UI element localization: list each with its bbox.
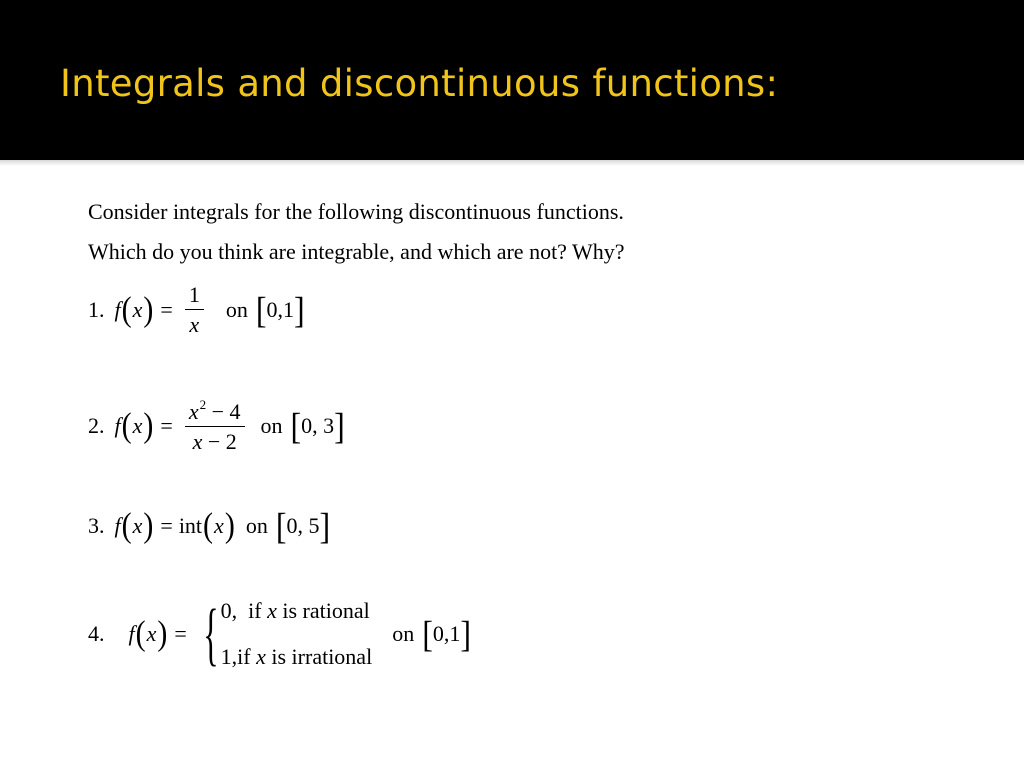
equals-sign: = [160, 296, 173, 322]
int-arg: x [214, 513, 224, 538]
function-name: f [128, 621, 135, 646]
denominator-rest: − 2 [202, 429, 237, 455]
case-condition: is irrational [271, 644, 373, 669]
fraction [185, 282, 204, 338]
case-var: x [267, 598, 277, 623]
function-arg: x [132, 513, 143, 538]
open-paren: ( [135, 614, 146, 653]
numerator-var: x [188, 399, 199, 424]
close-bracket: ] [334, 405, 345, 447]
close-bracket: ] [293, 289, 305, 331]
numerator-exponent: 2 [199, 397, 207, 412]
denominator: x [189, 312, 200, 338]
open-paren: ( [121, 290, 132, 329]
function-name: f [114, 513, 121, 538]
problem-3 [88, 505, 331, 547]
interval: 0,1 [266, 296, 294, 322]
fraction [185, 398, 245, 455]
on-label: on [260, 413, 283, 439]
close-paren: ) [143, 506, 154, 545]
denominator-var: x [192, 429, 203, 455]
open-bracket: [ [255, 289, 267, 331]
on-label: on [392, 621, 415, 646]
open-bracket: [ [275, 505, 287, 547]
function-arg: x [146, 621, 157, 646]
open-bracket: [ [290, 405, 302, 447]
function-arg: x [132, 413, 143, 439]
close-bracket: ] [460, 613, 471, 655]
case-condition: is rational [282, 598, 370, 623]
slide-title: Integrals and discontinuous functions: [60, 62, 779, 105]
close-paren: ) [143, 406, 154, 445]
numerator [185, 398, 245, 427]
case-value: 1, [220, 644, 238, 669]
function-name: f [114, 296, 121, 322]
interval: 0, 3 [301, 413, 335, 439]
equals-sign: = [160, 413, 173, 439]
equals-sign: = [174, 621, 187, 646]
problem-number: 4. [88, 621, 105, 646]
case-irrational [221, 644, 373, 670]
piecewise-cases [197, 594, 373, 673]
intro-line-2: Which do you think are integrable, and which are not? Why? [88, 239, 625, 264]
case-rows [221, 598, 373, 670]
left-brace: { [203, 594, 219, 673]
close-paren: ) [143, 290, 154, 329]
denominator [189, 427, 241, 454]
on-label: on [245, 513, 268, 538]
case-var: x [256, 644, 266, 669]
interval: 0, 5 [286, 513, 320, 538]
close-bracket: ] [319, 505, 331, 547]
problem-4 [88, 594, 471, 673]
function-name: f [114, 413, 121, 439]
close-paren: ) [157, 614, 168, 653]
case-if: if [248, 598, 262, 623]
problem-1 [88, 282, 305, 338]
equals-sign: = [160, 513, 173, 538]
int-function: int [178, 513, 203, 538]
on-label: on [225, 296, 248, 322]
numerator: 1 [185, 282, 204, 310]
problem-2 [88, 398, 345, 455]
problem-number: 2. [88, 413, 105, 439]
case-if: if [237, 644, 251, 669]
title-divider [0, 160, 1024, 166]
open-bracket: [ [422, 613, 433, 655]
open-paren: ( [203, 506, 214, 545]
problem-number: 1. [88, 296, 105, 322]
open-paren: ( [121, 506, 132, 545]
interval: 0,1 [432, 621, 461, 646]
close-paren: ) [224, 506, 235, 545]
function-arg: x [132, 296, 143, 322]
problem-number: 3. [88, 513, 105, 538]
open-paren: ( [121, 406, 132, 445]
intro-line-1: Consider integrals for the following discontinuous functions. [88, 199, 624, 224]
case-value: 0, [220, 598, 238, 623]
numerator-rest: − 4 [206, 399, 241, 424]
case-rational [221, 598, 373, 624]
